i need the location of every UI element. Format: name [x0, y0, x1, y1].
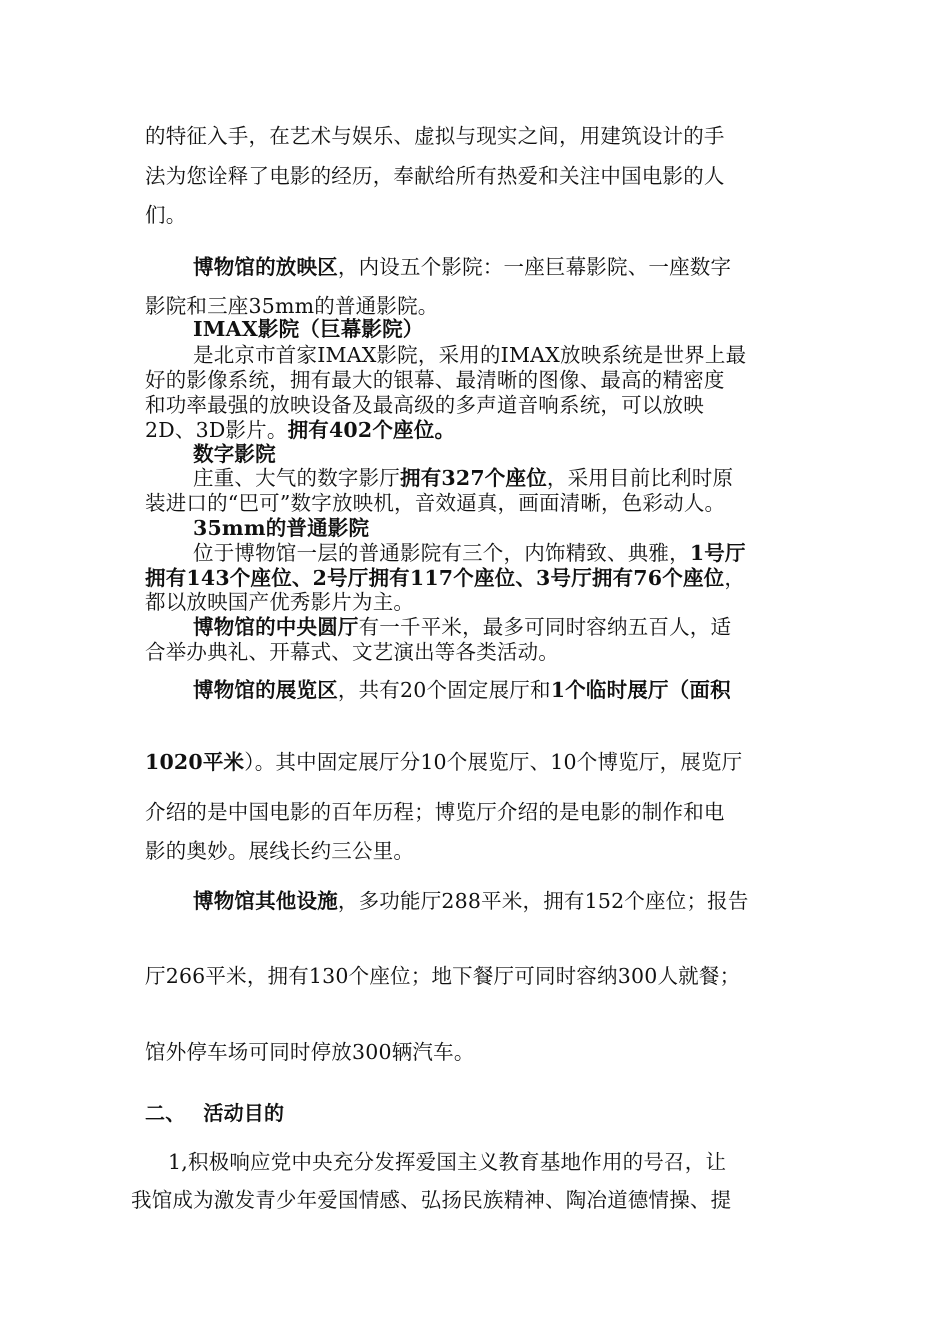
- intro-line-2: 法为您诠释了电影的经历，奉献给所有热爱和关注中国电影的人: [145, 164, 725, 188]
- normal-line-2: 拥有143个座位、2号厅拥有117个座位、3号厅拥有76个座位，: [145, 566, 746, 590]
- other-facilities-heading: 博物馆其他设施: [193, 889, 338, 913]
- other-facilities-line-3: 馆外停车场可同时停放300辆汽车。: [145, 1040, 475, 1064]
- digital-title: 数字影院: [193, 442, 276, 466]
- intro-line-1: 的特征入手，在艺术与娱乐、虚拟与现实之间，用建筑设计的手: [145, 124, 725, 148]
- exhibit-heading: 博物馆的展览区: [193, 678, 338, 702]
- central-hall-line-1: 博物馆的中央圆厅有一千平米，最多可同时容纳五百人，适: [193, 615, 732, 639]
- screening-heading: 博物馆的放映区: [193, 255, 338, 279]
- digital-line-1: 庄重、大气的数字影厅拥有327个座位，采用目前比利时原: [193, 466, 734, 490]
- imax-line-2: 好的影像系统，拥有最大的银幕、最清晰的图像、最高的精密度: [145, 368, 725, 392]
- screening-paragraph-line-2: 影院和三座35mm的普通影院。: [145, 294, 439, 318]
- purpose-line-1: 1,积极响应党中央充分发挥爱国主义教育基地作用的号召，让: [168, 1150, 727, 1174]
- intro-line-3: 们。: [145, 203, 187, 227]
- other-facilities-line-2: 厅266平米，拥有130个座位；地下餐厅可同时容纳300人就餐；: [145, 964, 741, 988]
- normal-title: 35mm的普通影院: [193, 516, 370, 540]
- imax-line-3: 和功率最强的放映设备及最高级的多声道音响系统，可以放映: [145, 393, 704, 417]
- other-facilities-line-1: 博物馆其他设施，多功能厅288平米，拥有152个座位；报告: [193, 889, 749, 913]
- central-hall-heading: 博物馆的中央圆厅: [193, 615, 359, 639]
- normal-line-1: 位于博物馆一层的普通影院有三个，内饰精致、典雅，1号厅: [193, 541, 746, 565]
- screening-paragraph-line-1: 博物馆的放映区，内设五个影院：一座巨幕影院、一座数字: [193, 255, 732, 279]
- imax-line-1: 是北京市首家IMAX影院，采用的IMAX放映系统是世界上最: [193, 343, 747, 367]
- exhibit-line-3: 介绍的是中国电影的百年历程；博览厅介绍的是电影的制作和电: [145, 800, 725, 824]
- purpose-line-2: 我馆成为激发青少年爱国情感、弘扬民族精神、陶冶道德情操、提: [131, 1188, 732, 1212]
- central-hall-line-2: 合举办典礼、开幕式、文艺演出等各类活动。: [145, 640, 559, 664]
- imax-line-4: 2D、3D影片。拥有402个座位。: [145, 418, 456, 442]
- digital-line-2: 装进口的“巴可”数字放映机，音效逼真，画面清晰，色彩动人。: [145, 491, 726, 515]
- normal-line-3: 都以放映国产优秀影片为主。: [145, 590, 415, 614]
- exhibit-line-4: 影的奥妙。展线长约三公里。: [145, 839, 415, 863]
- exhibit-line-2: 1020平米）。其中固定展厅分10个展览厅、10个博览厅，展览厅: [145, 750, 743, 774]
- section-heading-purpose: 二、 活动目的: [145, 1101, 285, 1125]
- exhibit-line-1: 博物馆的展览区，共有20个固定展厅和1个临时展厅（面积: [193, 678, 731, 702]
- imax-title: IMAX影院（巨幕影院）: [193, 317, 424, 341]
